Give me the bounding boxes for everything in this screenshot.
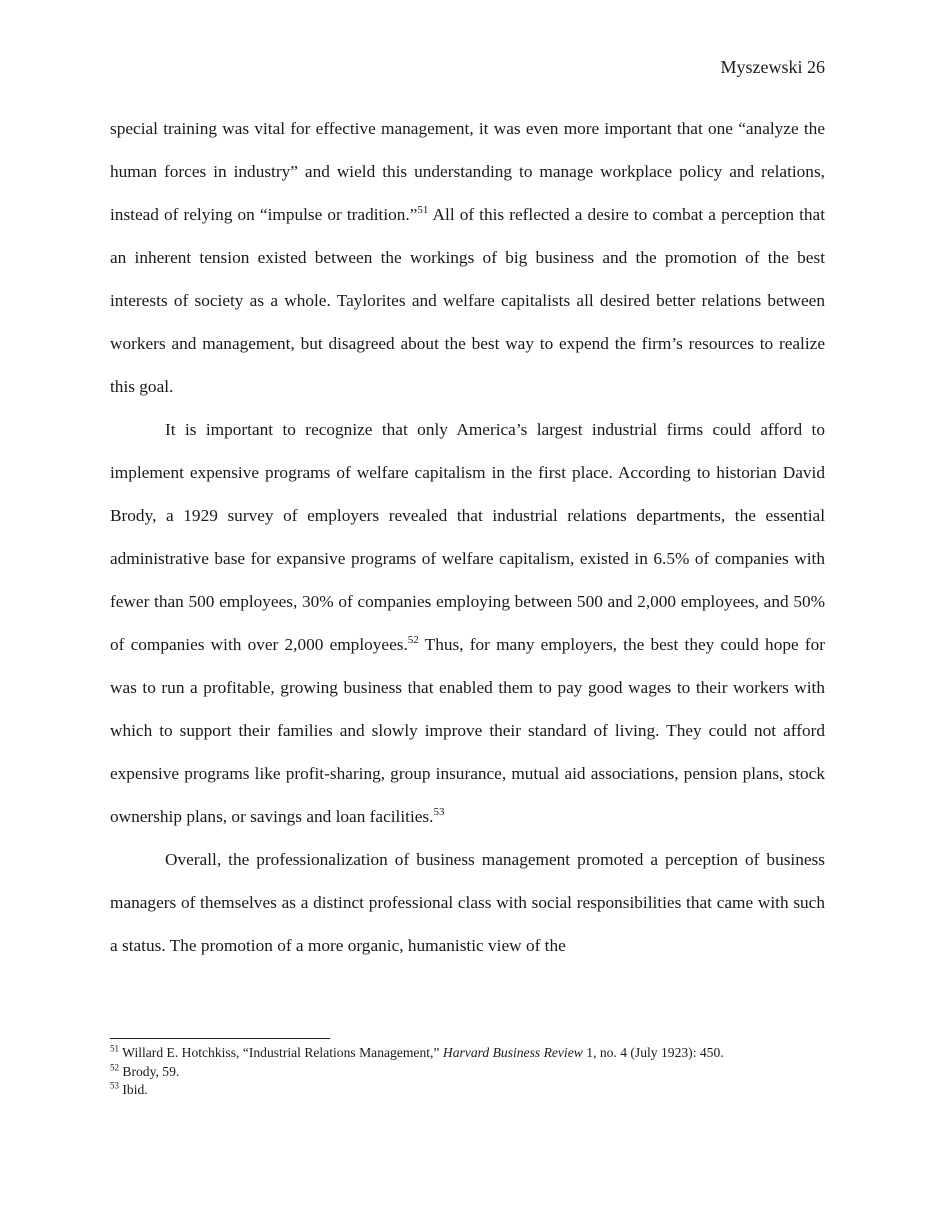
paragraph-2-text-b: Thus, for many employers, the best they could hope for was to run a profitable, growing business that enabled them to pay good wages to their workers with which to support their families and slowly improve their standard of living. They could not afford expensive programs like profit-sharing, group insurance, mutual aid associations, pension plans, stock ownership plans, or savings and loan facilities. — [110, 635, 825, 826]
paragraph-1-text-b: All of this reflected a desire to combat a perception that an inherent tension existed between the workings of big business and the promotion of the best interests of society as a whole. Taylorites and welfare capitalists all desired better relations between workers and management, but disagreed about the best way to expend the firm’s resources to realize this goal. — [110, 205, 825, 396]
paragraph-2 — [110, 408, 825, 838]
paragraph-2-text-a: It is important to recognize that only America’s largest industrial firms could afford to implement expensive programs of welfare capitalism in the first place. According to historian David Brody, a 1929 survey of employers revealed that industrial relations departments, the essential administrative base for expansive programs of welfare capitalism, existed in 6.5% of companies with fewer than 500 employees, 30% of companies employing between 500 and 2,000 employees, and 50% of companies with over 2,000 employees. — [110, 420, 825, 654]
footnote-text: Brody, 59. — [119, 1063, 180, 1079]
footnotes — [110, 1044, 840, 1100]
footnote-citation: 1, no. 4 (July 1923): 450. — [582, 1045, 724, 1060]
page-number-label: Myszewski 26 — [720, 57, 825, 77]
footnote-source-title: Harvard Business Review — [442, 1045, 583, 1060]
footnote-51 — [110, 1044, 840, 1063]
body-text — [110, 107, 825, 967]
paragraph-3 — [110, 838, 825, 967]
footnote-number: 53 — [110, 1080, 119, 1091]
paragraph-3-text: Overall, the professionalization of business management promoted a perception of business managers of themselves as a distinct professional class with social responsibilities that came with such a status. The promotion of a more organic, humanistic view of the — [110, 850, 825, 955]
paragraph-1 — [110, 107, 825, 408]
paragraph-1-text-a: special training was vital for effective management, it was even more important that one “analyze the human forces in industry” and wield this understanding to manage workplace policy and relations, instead of relying on “impulse or tradition.” — [110, 119, 825, 224]
footnote-ref-52[interactable]: 52 — [407, 634, 419, 647]
footnote-53 — [110, 1081, 840, 1100]
footnote-text: Ibid. — [119, 1082, 148, 1097]
footnote-number: 52 — [110, 1061, 119, 1072]
footnote-number: 51 — [110, 1043, 119, 1054]
footnote-ref-53[interactable]: 53 — [433, 806, 445, 819]
footnote-ref-51[interactable]: 51 — [417, 204, 429, 217]
footnote-separator — [110, 1038, 330, 1039]
footnote-text: Willard E. Hotchkiss, “Industrial Relations Management,” — [119, 1045, 443, 1060]
page-header — [721, 55, 826, 79]
footnote-52 — [110, 1063, 840, 1082]
